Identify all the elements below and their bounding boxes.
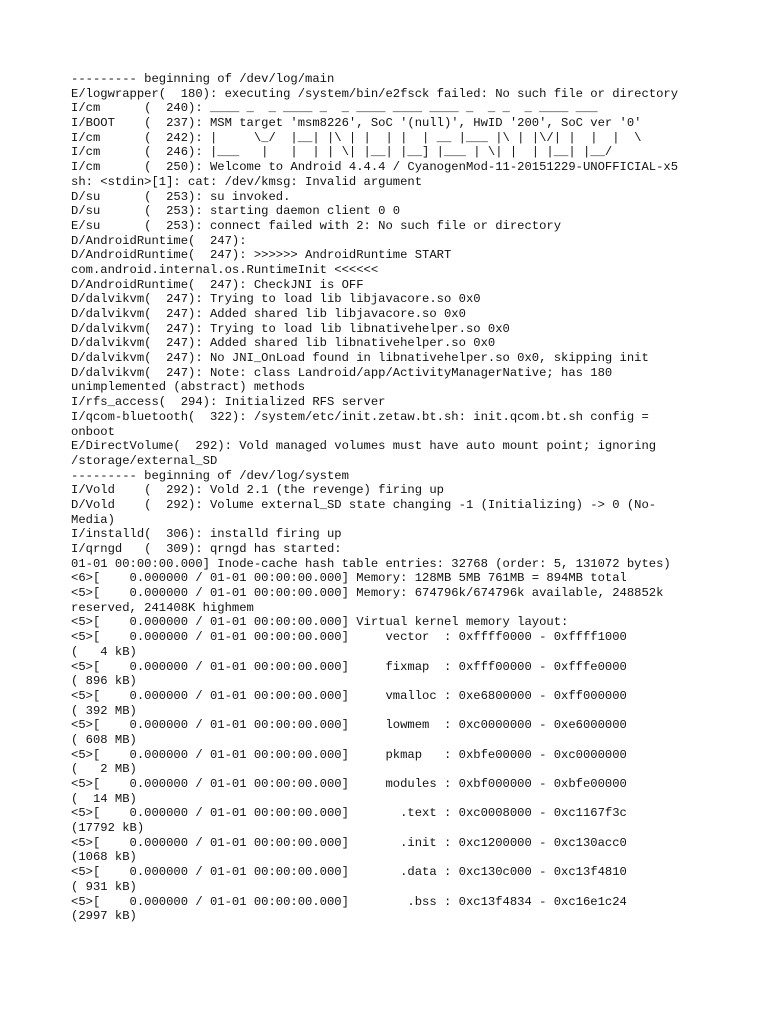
log-line: <5>[ 0.000000 / 01-01 00:00:00.000] pkmap : 0xbfe00000 - 0xc0000000 <box>71 747 627 762</box>
log-line: ( 2 MB) <box>71 762 137 777</box>
log-line: E/su ( 253): connect failed with 2: No such file or directory <box>71 218 562 233</box>
log-line: <5>[ 0.000000 / 01-01 00:00:00.000] vector : 0xffff0000 - 0xffff1000 <box>71 630 627 645</box>
log-line: I/installd( 306): installd firing up <box>71 527 342 542</box>
log-line: D/dalvikvm( 247): Added shared lib libjavacore.so 0x0 <box>71 307 466 321</box>
log-line: reserved, 241408K highmem <box>71 600 254 615</box>
log-line: <5>[ 0.000000 / 01-01 00:00:00.000] vmalloc : 0xe6800000 - 0xff000000 <box>71 688 627 703</box>
log-line: <5>[ 0.000000 / 01-01 00:00:00.000] Virtual kernel memory layout: <box>71 615 569 630</box>
log-line: --------- beginning of /dev/log/main <box>71 72 335 86</box>
log-line: (17792 kB) <box>71 821 145 836</box>
log-line: <5>[ 0.000000 / 01-01 00:00:00.000] .data : 0xc130c000 - 0xc13f4810 <box>71 865 627 880</box>
log-line: D/Vold ( 292): Volume external_SD state changing -1 (Initializing) -> 0 (No- <box>71 497 657 512</box>
log-line: ( 4 kB) <box>71 644 137 659</box>
log-line: <5>[ 0.000000 / 01-01 00:00:00.000] modules : 0xbf000000 - 0xbfe00000 <box>71 777 627 791</box>
log-line: (1068 kB) <box>71 850 137 865</box>
log-line: <5>[ 0.000000 / 01-01 00:00:00.000] .init : 0xc1200000 - 0xc130acc0 <box>71 835 627 850</box>
log-line: <5>[ 0.000000 / 01-01 00:00:00.000] .bss : 0xc13f4834 - 0xc16e1c24 <box>71 894 627 909</box>
log-line: I/qrngd ( 309): qrngd has started: <box>71 542 342 556</box>
log-line: I/BOOT ( 237): MSM target 'msm8226', SoC '(null)', HwID '200', SoC ver '0' <box>71 116 642 131</box>
log-line: --------- beginning of /dev/log/system <box>71 468 349 483</box>
log-line: ( 931 kB) <box>71 879 137 894</box>
log-line: <5>[ 0.000000 / 01-01 00:00:00.000] .text : 0xc0008000 - 0xc1167f3c <box>71 806 627 821</box>
log-line: onboot <box>71 424 115 439</box>
log-line: Media) <box>71 512 115 527</box>
log-line: I/Vold ( 292): Vold 2.1 (the revenge) firing up <box>71 483 444 498</box>
log-line: D/AndroidRuntime( 247): <box>71 233 247 248</box>
log-line: D/su ( 253): su invoked. <box>71 189 291 204</box>
log-line: I/qcom-bluetooth( 322): /system/etc/init.zetaw.bt.sh: init.qcom.bt.sh config = <box>71 409 649 424</box>
log-line: ( 896 kB) <box>71 674 137 689</box>
log-line: <5>[ 0.000000 / 01-01 00:00:00.000] lowmem : 0xc0000000 - 0xe6000000 <box>71 718 627 733</box>
log-line: D/dalvikvm( 247): Note: class Landroid/app/ActivityManagerNative; has 180 <box>71 365 613 380</box>
log-line: ( 14 MB) <box>71 791 137 806</box>
log-line: <5>[ 0.000000 / 01-01 00:00:00.000] Memory: 674796k/674796k available, 248852k <box>71 586 664 601</box>
log-line: D/dalvikvm( 247): Trying to load lib libnativehelper.so 0x0 <box>71 321 510 336</box>
log-line: D/dalvikvm( 247): No JNI_OnLoad found in libnativehelper.so 0x0, skipping init <box>71 351 649 366</box>
log-line: sh: <stdin>[1]: cat: /dev/kmsg: Invalid argument <box>71 174 423 189</box>
log-line: com.android.internal.os.RuntimeInit <<<<<< <box>71 262 379 277</box>
log-line: <6>[ 0.000000 / 01-01 00:00:00.000] Memory: 128MB 5MB 761MB = 894MB total <box>71 571 627 586</box>
log-line: 01-01 00:00:00.000] Inode-cache hash table entries: 32768 (order: 5, 131072 bytes) <box>71 556 671 571</box>
log-line: unimplemented (abstract) methods <box>71 380 306 395</box>
log-line: I/cm ( 240): ____ _ _ ____ _ _ ____ ____ ____ _ _ _ _ ____ ___ <box>71 101 598 116</box>
log-line: D/dalvikvm( 247): Trying to load lib libjavacore.so 0x0 <box>71 292 481 307</box>
log-line: D/AndroidRuntime( 247): >>>>>> AndroidRuntime START <box>71 248 452 263</box>
log-line: /storage/external_SD <box>71 453 218 468</box>
log-line: D/dalvikvm( 247): Added shared lib libnativehelper.so 0x0 <box>71 336 496 351</box>
log-line: (2997 kB) <box>71 909 137 924</box>
log-line: E/logwrapper( 180): executing /system/bin/e2fsck failed: No such file or directory <box>71 86 679 101</box>
log-line: I/cm ( 246): |___ | | | | \| |__| |__] |___ | \| | | |__| |__/ <box>71 145 613 160</box>
log-line: E/DirectVolume( 292): Vold managed volumes must have auto mount point; ignoring <box>71 439 657 454</box>
log-line: D/su ( 253): starting daemon client 0 0 <box>71 204 401 219</box>
log-line: I/cm ( 250): Welcome to Android 4.4.4 / CyanogenMod-11-20151229-UNOFFICIAL-x5 <box>71 160 679 175</box>
log-line: ( 608 MB) <box>71 732 137 747</box>
log-line: <5>[ 0.000000 / 01-01 00:00:00.000] fixmap : 0xfff00000 - 0xfffe0000 <box>71 659 627 674</box>
log-line: D/AndroidRuntime( 247): CheckJNI is OFF <box>71 277 364 292</box>
log-text-block <box>71 72 761 924</box>
log-line: I/cm ( 242): | \_/ |__| |\ | | | | | __ |___ |\ | |\/| | | | \ <box>71 130 642 145</box>
log-line: I/rfs_access( 294): Initialized RFS server <box>71 395 386 410</box>
log-line: ( 392 MB) <box>71 703 137 718</box>
